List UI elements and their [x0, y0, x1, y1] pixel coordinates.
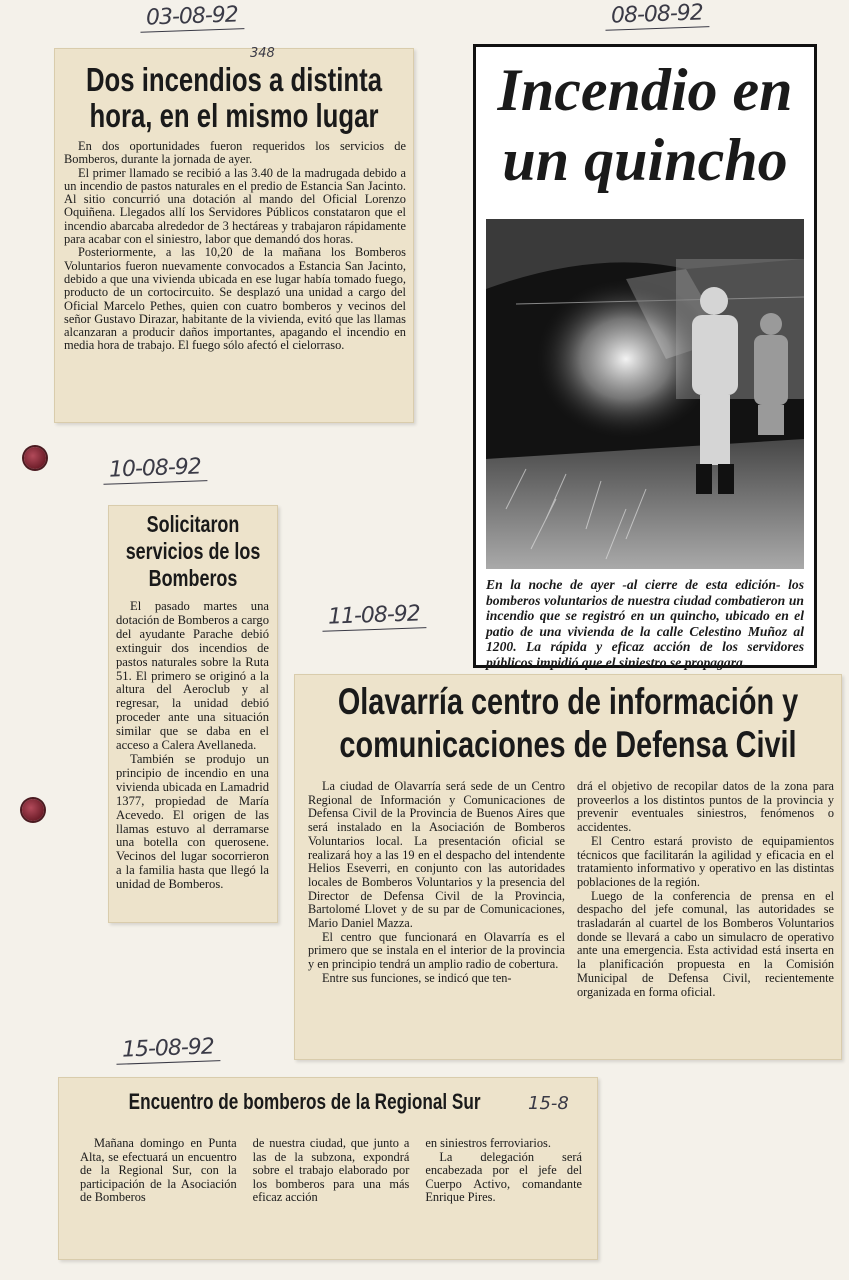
clipping-solicitaron — [108, 505, 278, 923]
paragraph: El Centro estará provisto de equipamientos técnicos que facilitarán la agilidad y eficacia en el tratamiento informativo y operativo en las distintas poblaciones de la región. — [577, 833, 834, 889]
hole-punch — [22, 799, 44, 821]
paragraph: La ciudad de Olavarría será sede de un Centro Regional de Información y Comunicaciones de Defensa Civil de la Provincia de Buenos Aires que será instalado en la Asociación de Bomberos Voluntarios local. La presentación oficial se realizará hoy a las 19 en el despacho del intendente Helios Eseverri, en conjunto con las autoridades locales de Bomberos Voluntarios y la presencia del Director de Defensa Civil de la Provincia, Bartolomé Llovet y de su par de Comunicaciones, Mario Daniel Mazza. — [308, 779, 565, 931]
short-date-note: 15-8 — [528, 1093, 569, 1114]
paragraph: de nuestra ciudad, que junto a las de la subzona, expondrá sobre el trabajo elaborado por los bomberos para una más eficaz acción — [252, 1136, 410, 1205]
paragraph: Posteriormente, a las 10,20 de la mañana los Bomberos Voluntarios fueron nuevamente convocados a Estancia San Jacinto, debido a que una vivienda ubicada en ese lugar había tomado fuego, producto de un cortocircuito. Se desplazó una unidad a cargo del Oficial Marcelo Pethes, quien con cuatro bomberos y vecinos del señor Gustavo Dirazar, habitante de la vivienda, evitó que las llamas alcanzaran a producir daños importantes, apagando el incendio en media hora de trabajo. El fuego sólo afectó el cielorraso. — [64, 245, 406, 353]
column-1 — [80, 1137, 237, 1205]
clipping-dos-incendios — [54, 48, 414, 423]
article-body-dos-incendios — [54, 140, 414, 353]
column-3 — [425, 1137, 582, 1205]
paragraph: drá el objetivo de recopilar datos de la zona para proveerlos a los distintos puntos de la provincia y prevenir eventuales siniestros, fenómenos o accidentes. — [577, 779, 834, 835]
headline-olavarria: Olavarría centro de información y comunicaciones de Defensa Civil — [337, 681, 799, 765]
handwritten-date-4: 11-08-92 — [322, 601, 427, 632]
photo-caption: En la noche de ayer -al cierre de esta edición- los bomberos voluntarios de nuestra ciudad combatieron un incendio que se registró en un quincho, ubicado en el patio de una vivienda de la calle Celestino Muñoz al 1200. La rápida y eficaz acción de los servidores públicos impidió que el siniestro se propagara. — [486, 577, 804, 670]
hole-punch — [24, 447, 46, 469]
clipping-incendio-quincho — [473, 44, 817, 668]
paragraph: El primer llamado se recibió a las 3.40 de la madrugada debido a un incendio de pastos naturales en el predio de Estancia San Jacinto. Al sitio concurrió una dotación al mando del Oficial Lorenzo Oquiñena. Llegados allí los Servidores Públicos constataron que el incendio abarcaba alrededor de 3 hectáreas y trabajaron rápidamente para acabar con el siniestro, labor que demandó dos horas. — [64, 165, 406, 247]
paragraph: Entre sus funciones, se indicó que ten- — [322, 970, 512, 985]
handwritten-date-1: 03-08-92 — [140, 2, 245, 33]
paragraph: En dos oportunidades fueron requeridos los servicios de Bomberos, durante la jornada de ayer. — [64, 139, 406, 167]
fire-photo — [486, 219, 804, 569]
paragraph: Luego de la conferencia de prensa en el despacho del jefe comunal, las autoridades se trasladarán al cuartel de los Bomberos Voluntarios donde se llevará a cabo un simulacro de operativo ante una emergencia. Esta actividad está inserta en la planificación propuesta en la Comisión Municipal de Defensa Civil, recientemente organizada en forma oficial. — [577, 888, 834, 999]
headline-incendio-quincho: Incendio en un quincho — [497, 57, 793, 193]
article-body-solicitaron — [108, 600, 278, 892]
article-columns-encuentro — [58, 1125, 598, 1205]
article-columns-olavarria — [294, 780, 842, 999]
handwritten-date-2: 08-08-92 — [605, 0, 710, 31]
clipping-encuentro — [58, 1077, 598, 1260]
paragraph: El centro que funcionará en Olavarría es el primero que se instala en el interior de la provincia y en principio tendrá un amplio radio de cobertura. — [308, 929, 565, 972]
paragraph: Mañana domingo en Punta Alta, se efectuará un encuentro de la Regional Sur, con la participación de la Asociación de Bomberos — [80, 1136, 237, 1205]
handwritten-date-5: 15-08-92 — [116, 1034, 221, 1065]
paragraph: en siniestros ferroviarios. — [425, 1136, 551, 1150]
column-2 — [253, 1137, 410, 1205]
paragraph: La delegación será encabezada por el jefe del Cuerpo Activo, comandante Enrique Pires. — [425, 1149, 583, 1205]
column-1 — [308, 780, 565, 999]
paragraph: También se produjo un principio de incendio en una vivienda ubicada en Lamadrid 1377, propiedad de María Acevedo. El origen de las llamas estuvo al derramarse una botella con querosene. Vecinos del lugar socorrieron a la familia hasta que llegó la unidad de Bomberos. — [116, 751, 269, 892]
headline-dos-incendios: Dos incendios a distinta hora, en el mismo lugar — [85, 61, 383, 134]
paragraph: El pasado martes una dotación de Bomberos a cargo del ayudante Parache debió extinguir dos incendios de pastos naturales sobre la Ruta 51. El primero se originó a la altura del Aeroclub y al regresar, la unidad debió proceder ante una situación similar que se daba en el acceso a Calera Avellaneda. — [116, 599, 269, 753]
clipping-olavarria — [294, 674, 842, 1060]
headline-encuentro: Encuentro de bomberos de la Regional Sur — [128, 1089, 481, 1114]
headline-solicitaron: Solicitaron servicios de los Bomberos — [125, 511, 261, 591]
column-2 — [577, 780, 834, 999]
handwritten-date-3: 10-08-92 — [103, 454, 208, 485]
page-number-note: 348 — [250, 46, 275, 61]
